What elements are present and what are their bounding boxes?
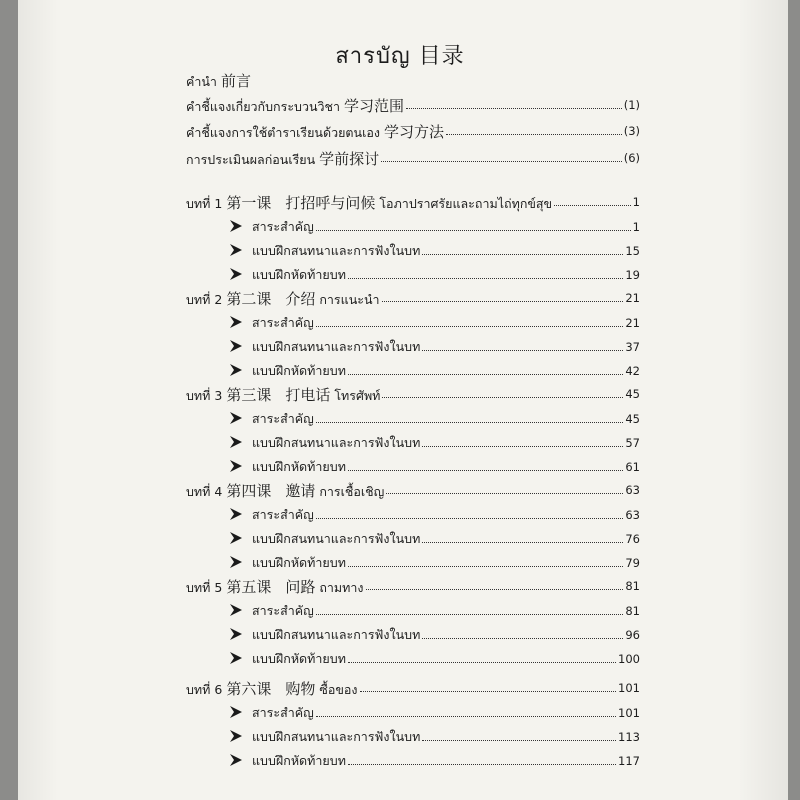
- intro-item-cn: 学习方法: [383, 123, 444, 141]
- sub-item-row[interactable]: [0, 529, 800, 549]
- toc-title: สารบัญ 目录: [335, 44, 465, 69]
- sub-item-row-label: [252, 337, 420, 357]
- dot-leader: [386, 493, 623, 494]
- sub-item-row-label: [252, 727, 420, 747]
- dot-leader: [422, 542, 623, 543]
- arrow-bullet-icon: [228, 554, 244, 570]
- page-number: 63: [625, 508, 640, 522]
- chapter-number: บทที่ 6: [186, 682, 223, 697]
- arrow-bullet-icon: [228, 218, 244, 234]
- sub-item-row-label: [252, 457, 346, 477]
- page-number: 101: [618, 706, 640, 720]
- arrow-bullet-icon: [228, 338, 244, 354]
- intro-item-label: คำชี้แจงเกี่ยวกับกระบวนวิชา: [186, 99, 341, 114]
- chapter-number: บทที่ 2: [186, 292, 223, 307]
- dot-leader: [381, 161, 622, 162]
- preface-label: คำนำ: [186, 74, 217, 89]
- sub-item-row[interactable]: [0, 313, 800, 333]
- chapter-th-title: โทรศัพท์: [334, 388, 381, 403]
- dot-leader: [554, 205, 631, 206]
- dot-leader: [348, 764, 616, 765]
- page-number: 79: [625, 556, 640, 570]
- arrow-bullet-icon: [228, 458, 244, 474]
- sub-item-row-label: [252, 433, 420, 453]
- sub-item-row-label: [252, 553, 346, 573]
- chapter-cn-title: 打电话: [285, 386, 331, 404]
- chapter-row-label: [186, 288, 380, 310]
- page-number: 96: [625, 628, 640, 642]
- page-number: 81: [625, 604, 640, 618]
- sub-item-row[interactable]: [0, 649, 800, 669]
- page-number: (1): [623, 98, 640, 112]
- sub-item-row[interactable]: [0, 433, 800, 453]
- intro-item[interactable]: [0, 121, 800, 141]
- chapter-row[interactable]: [0, 384, 800, 404]
- page-number: 76: [625, 532, 640, 546]
- page-number: 57: [625, 436, 640, 450]
- intro-item-label: การประเมินผลก่อนเรียน: [186, 152, 316, 167]
- page-number: 101: [618, 681, 640, 695]
- chapter-th-title: ถามทาง: [319, 580, 364, 595]
- intro-item-label: คำชี้แจงการใช้ตำราเรียนด้วยตนเอง: [186, 125, 380, 140]
- chapter-cn-number: 第六课: [226, 680, 272, 698]
- sub-item-label: แบบฝึกหัดท้ายบท: [252, 363, 346, 378]
- dot-leader: [348, 566, 623, 567]
- chapter-th-title: การเชื้อเชิญ: [319, 484, 385, 499]
- sub-item-label: แบบฝึกสนทนาและการฟังในบท: [252, 435, 421, 450]
- arrow-bullet-icon: [228, 704, 244, 720]
- chapter-cn-title: 购物: [285, 680, 316, 698]
- sub-item-label: แบบฝึกสนทนาและการฟังในบท: [252, 243, 421, 258]
- arrow-bullet-icon: [228, 362, 244, 378]
- chapter-th-title: การแนะนำ: [319, 292, 380, 307]
- dot-leader: [422, 740, 616, 741]
- sub-item-row-label: [252, 265, 346, 285]
- page-number: 15: [625, 244, 640, 258]
- chapter-cn-number: 第四课: [226, 482, 272, 500]
- page-number: 45: [625, 412, 640, 426]
- dot-leader: [316, 716, 616, 717]
- sub-item-row[interactable]: [0, 337, 800, 357]
- sub-item-row[interactable]: [0, 553, 800, 573]
- dot-leader: [316, 422, 623, 423]
- arrow-bullet-icon: [228, 530, 244, 546]
- chapter-th-title: ซื้อของ: [319, 682, 358, 697]
- chapter-row[interactable]: [0, 576, 800, 596]
- chapter-row-label: [186, 576, 364, 598]
- sub-item-row-label: [252, 217, 314, 237]
- sub-item-label: สาระสำคัญ: [252, 507, 314, 522]
- page-number: (6): [623, 151, 640, 165]
- chapter-number: บทที่ 1: [186, 196, 223, 211]
- dot-leader: [316, 230, 631, 231]
- page-number: 37: [625, 340, 640, 354]
- arrow-bullet-icon: [228, 434, 244, 450]
- chapter-row[interactable]: [0, 288, 800, 308]
- chapter-number: บทที่ 4: [186, 484, 223, 499]
- page-number: 21: [625, 291, 640, 305]
- sub-item-label: สาระสำคัญ: [252, 705, 314, 720]
- page-number: 100: [618, 652, 640, 666]
- sub-item-row-label: [252, 505, 314, 525]
- page-number: 21: [625, 316, 640, 330]
- intro-item-label: [186, 95, 404, 117]
- dot-leader: [316, 326, 623, 327]
- sub-item-row[interactable]: [0, 361, 800, 381]
- chapter-cn-number: 第五课: [226, 578, 272, 596]
- sub-item-row-label: [252, 529, 420, 549]
- page-number: 81: [625, 579, 640, 593]
- sub-item-label: แบบฝึกหัดท้ายบท: [252, 267, 346, 282]
- chapter-cn-title: 介绍: [285, 290, 316, 308]
- intro-item-cn: 学前探讨: [319, 150, 380, 168]
- chapter-number: บทที่ 3: [186, 388, 223, 403]
- page-number: 42: [625, 364, 640, 378]
- sub-item-row-label: [252, 601, 314, 621]
- sub-item-row[interactable]: [0, 217, 800, 237]
- page-number: 63: [625, 483, 640, 497]
- dot-leader: [422, 350, 623, 351]
- chapter-row-label: [186, 678, 358, 700]
- chapter-cn-number: 第三课: [226, 386, 272, 404]
- sub-item-row[interactable]: [0, 625, 800, 645]
- sub-item-row-label: [252, 241, 420, 261]
- page-number: 61: [625, 460, 640, 474]
- sub-item-label: แบบฝึกหัดท้ายบท: [252, 753, 346, 768]
- chapter-number: บทที่ 5: [186, 580, 223, 595]
- sub-item-row-label: [252, 625, 420, 645]
- dot-leader: [316, 518, 623, 519]
- dot-leader: [316, 614, 623, 615]
- sub-item-row-label: [252, 313, 314, 333]
- chapter-row-label: [186, 384, 380, 406]
- dot-leader: [360, 691, 616, 692]
- arrow-bullet-icon: [228, 506, 244, 522]
- dot-leader: [446, 134, 622, 135]
- page-number: 117: [618, 754, 640, 768]
- dot-leader: [422, 254, 623, 255]
- sub-item-row[interactable]: [0, 241, 800, 261]
- chapter-row[interactable]: [0, 678, 800, 698]
- dot-leader: [422, 638, 623, 639]
- dot-leader: [382, 301, 623, 302]
- page-number: 45: [625, 387, 640, 401]
- arrow-bullet-icon: [228, 728, 244, 744]
- chapter-row[interactable]: [0, 480, 800, 500]
- sub-item-row-label: [252, 751, 346, 771]
- dot-leader: [348, 278, 623, 279]
- sub-item-row[interactable]: [0, 703, 800, 723]
- sub-item-row[interactable]: [0, 601, 800, 621]
- arrow-bullet-icon: [228, 410, 244, 426]
- arrow-bullet-icon: [228, 626, 244, 642]
- sub-item-label: สาระสำคัญ: [252, 603, 314, 618]
- page-number: (3): [623, 124, 640, 138]
- chapter-cn-number: 第一课: [226, 194, 272, 212]
- arrow-bullet-icon: [228, 314, 244, 330]
- chapter-cn-title: 邀请: [285, 482, 316, 500]
- sub-item-row[interactable]: [0, 727, 800, 747]
- arrow-bullet-icon: [228, 650, 244, 666]
- preface-heading[interactable]: [0, 70, 800, 90]
- chapter-cn-title: 问路: [285, 578, 316, 596]
- chapter-row-label: [186, 192, 552, 214]
- sub-item-row-label: [252, 409, 314, 429]
- intro-item-cn: 学习范围: [344, 97, 405, 115]
- dot-leader: [366, 589, 623, 590]
- page-number: 1: [632, 220, 640, 234]
- dot-leader: [348, 662, 616, 663]
- chapter-th-title: โอภาปราศรัยและถามไถ่ทุกข์สุข: [379, 196, 553, 211]
- sub-item-label: แบบฝึกสนทนาและการฟังในบท: [252, 627, 421, 642]
- chapter-row-label: [186, 480, 384, 502]
- sub-item-row[interactable]: [0, 265, 800, 285]
- page-number: 1: [632, 195, 640, 209]
- sub-item-label: แบบฝึกหัดท้ายบท: [252, 555, 346, 570]
- sub-item-row[interactable]: [0, 409, 800, 429]
- chapter-cn-number: 第二课: [226, 290, 272, 308]
- sub-item-label: แบบฝึกหัดท้ายบท: [252, 459, 346, 474]
- dot-leader: [382, 397, 623, 398]
- sub-item-row-label: [252, 703, 314, 723]
- arrow-bullet-icon: [228, 266, 244, 282]
- intro-item-label: [186, 121, 444, 143]
- sub-item-label: แบบฝึกสนทนาและการฟังในบท: [252, 729, 421, 744]
- sub-item-row-label: [252, 361, 346, 381]
- page-number: 113: [618, 730, 640, 744]
- intro-item-label: [186, 148, 379, 170]
- chapter-row[interactable]: [0, 192, 800, 212]
- dot-leader: [422, 446, 623, 447]
- arrow-bullet-icon: [228, 602, 244, 618]
- sub-item-row[interactable]: [0, 457, 800, 477]
- sub-item-label: สาระสำคัญ: [252, 219, 314, 234]
- sub-item-label: แบบฝึกสนทนาและการฟังในบท: [252, 339, 421, 354]
- intro-item[interactable]: [0, 148, 800, 168]
- dot-leader: [348, 374, 623, 375]
- sub-item-row[interactable]: [0, 505, 800, 525]
- preface-cn: 前言: [220, 72, 251, 90]
- sub-item-row-label: [252, 649, 346, 669]
- page-number: 19: [625, 268, 640, 282]
- dot-leader: [348, 470, 623, 471]
- sub-item-row[interactable]: [0, 751, 800, 771]
- preface-heading-label: [186, 70, 251, 92]
- sub-item-label: สาระสำคัญ: [252, 315, 314, 330]
- chapter-cn-title: 打招呼与问候: [285, 194, 376, 212]
- dot-leader: [406, 108, 622, 109]
- arrow-bullet-icon: [228, 242, 244, 258]
- arrow-bullet-icon: [228, 752, 244, 768]
- sub-item-label: สาระสำคัญ: [252, 411, 314, 426]
- sub-item-label: แบบฝึกหัดท้ายบท: [252, 651, 346, 666]
- intro-item[interactable]: [0, 95, 800, 115]
- sub-item-label: แบบฝึกสนทนาและการฟังในบท: [252, 531, 421, 546]
